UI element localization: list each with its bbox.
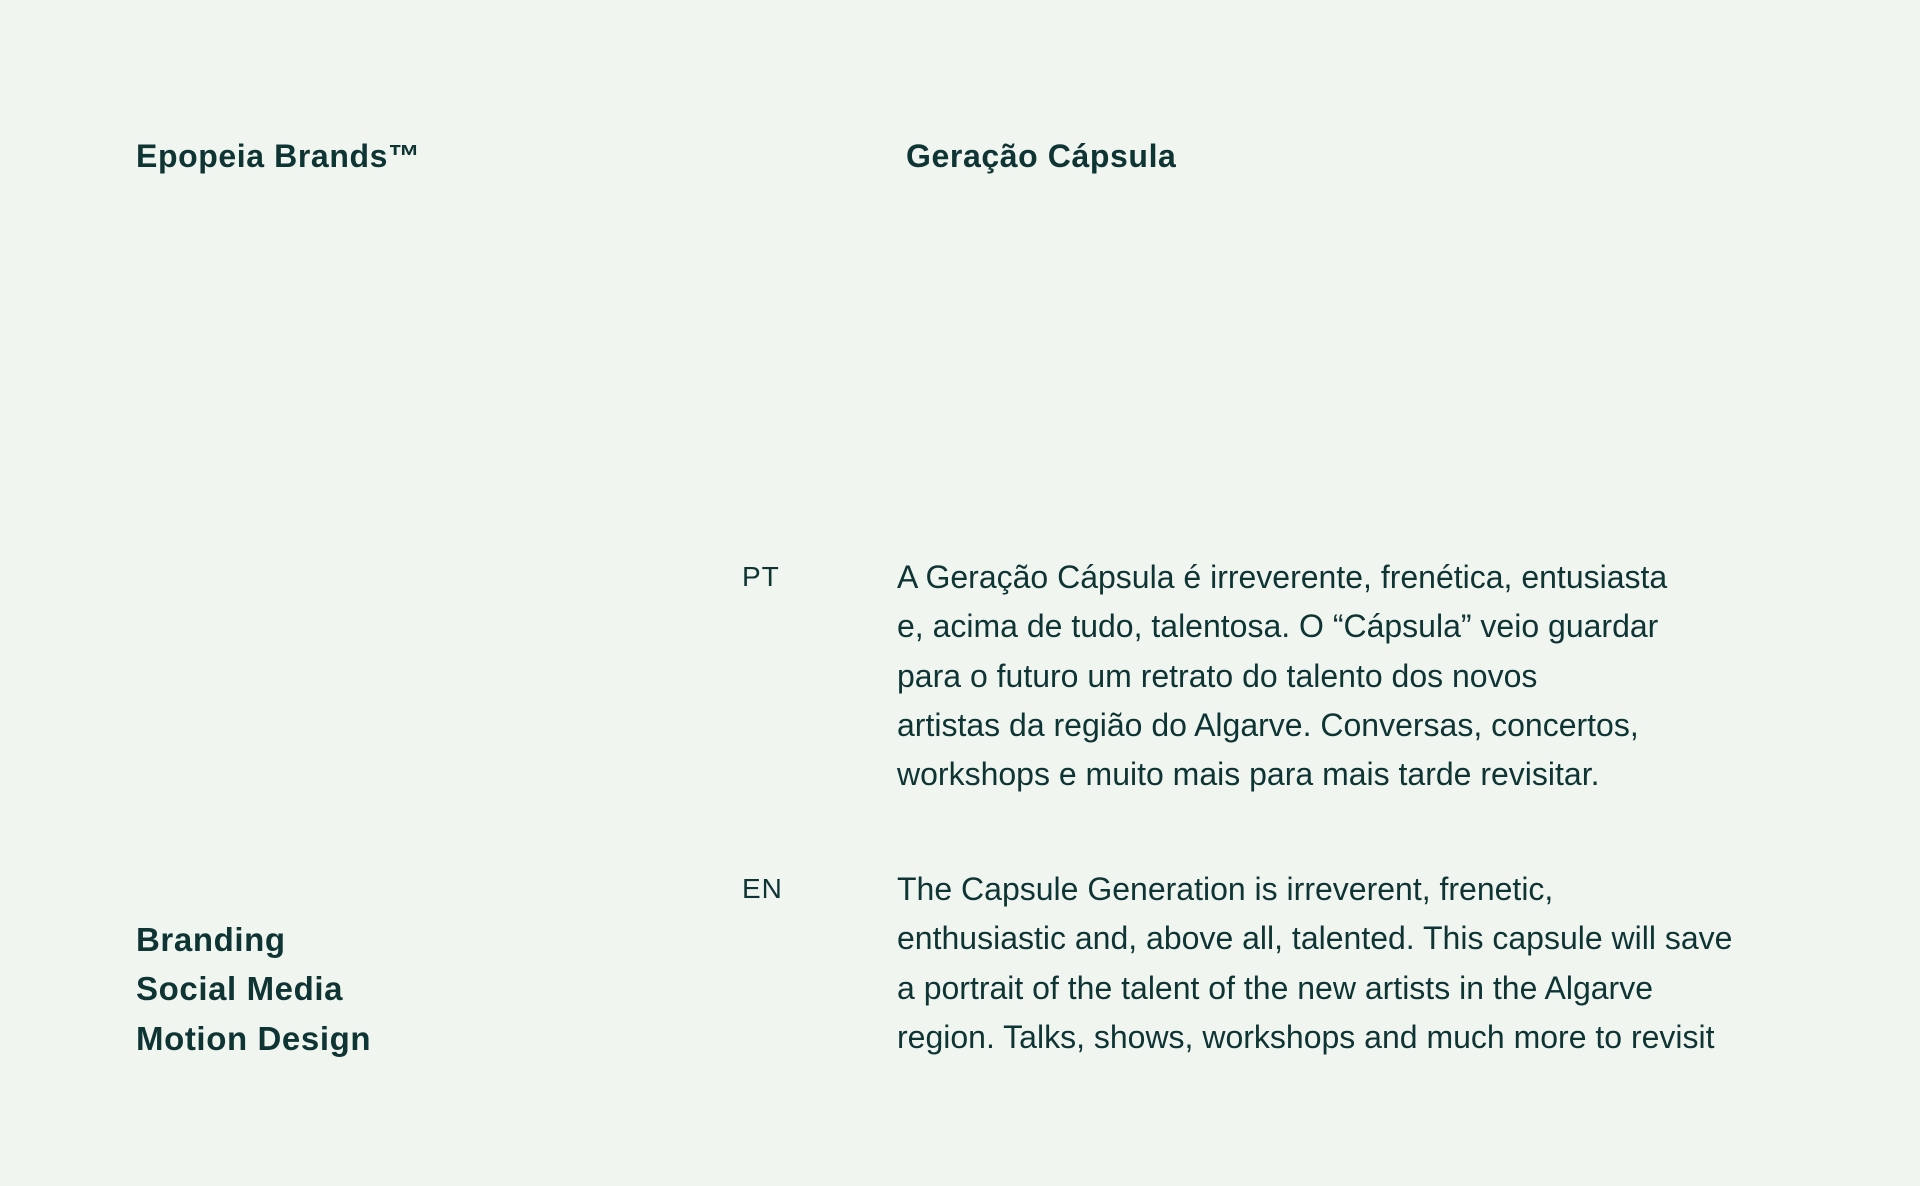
description-pt: A Geração Cápsula é irreverente, frenética, entusiasta e, acima de tudo, talentosa. O “Cápsula” veio guardar para o futuro um retrato do talento dos novos artistas da região do Algarve. Conversas, concertos, workshops e muito mais para mais tarde revisitar. <box>897 559 1668 793</box>
services-list <box>136 915 371 1063</box>
description-en: The Capsule Generation is irreverent, frenetic, enthusiastic and, above all, talented. This capsule will save a portrait of the talent of the new artists in the Algarve region. Talks, shows, workshops and much more to revisit <box>897 871 1733 1055</box>
project-title: Geração Cápsula <box>906 138 1177 174</box>
language-tag-en: EN <box>742 873 783 904</box>
service-item-social-media: Social Media <box>136 970 344 1008</box>
brand-name[interactable]: Epopeia Brands™ <box>136 138 421 174</box>
language-tag-pt: PT <box>742 561 780 592</box>
service-item-motion-design: Motion Design <box>136 1019 372 1057</box>
service-item-branding: Branding <box>136 921 286 958</box>
